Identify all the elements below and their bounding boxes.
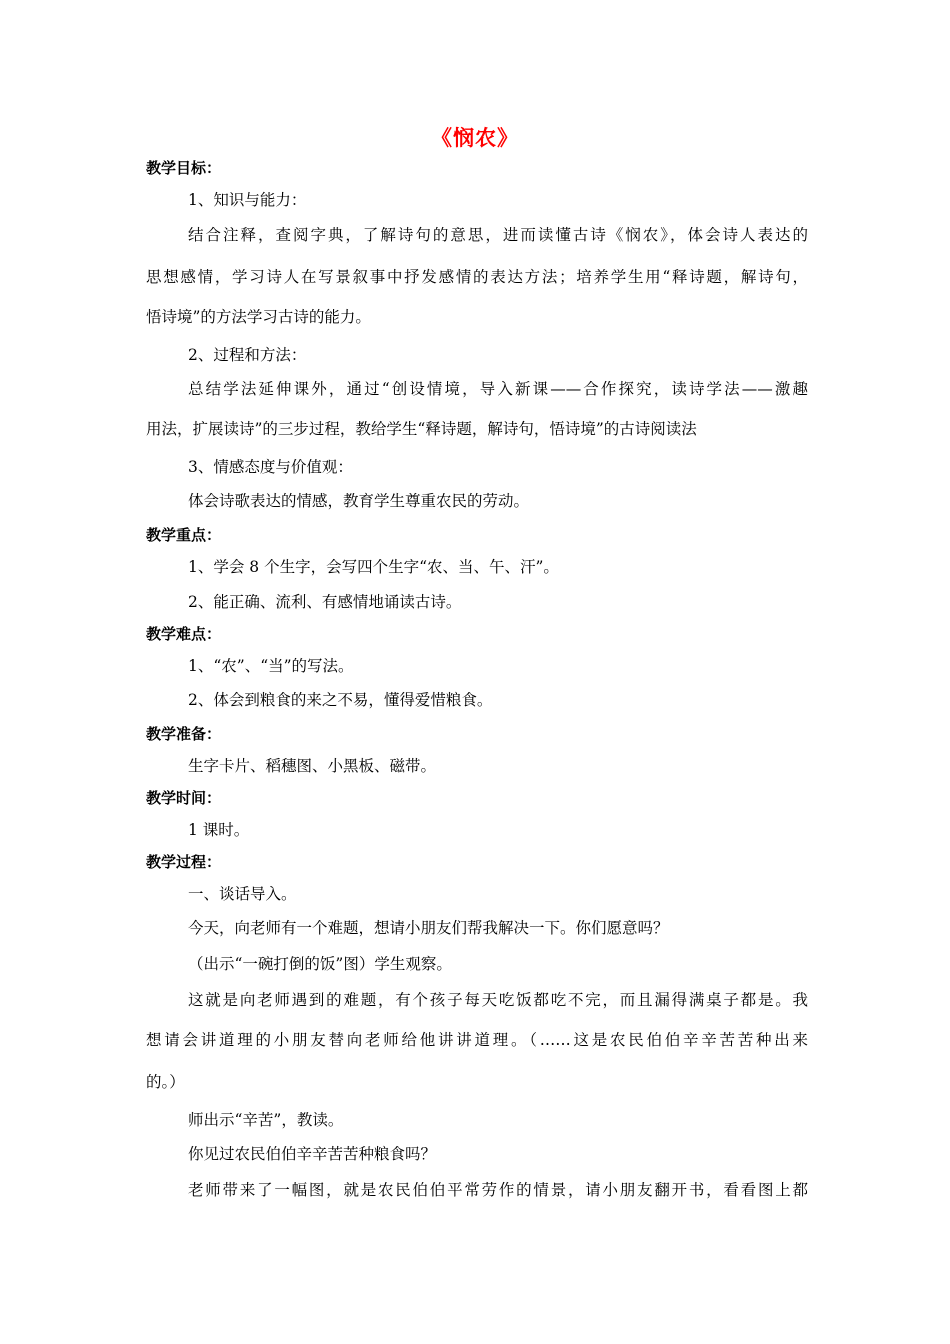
goal-3-title: 3、情感态度与价值观： (188, 458, 353, 476)
heading-teaching-goals: 教学目标： (146, 159, 222, 177)
heading-key-points: 教学重点： (146, 526, 222, 544)
process-paragraph-3-line-3: 的。） (146, 1073, 185, 1091)
goal-1-text-line-2: 思想感情，学习诗人在写景叙事中抒发感情的表达方法；培养学生用“释诗题，解诗句， (146, 268, 808, 286)
goal-2-title: 2、过程和方法： (188, 346, 307, 364)
difficulty-1: 1、“农”、“当”的写法。 (188, 657, 354, 675)
goal-1-title: 1、知识与能力： (188, 191, 307, 209)
key-point-2: 2、能正确、流利、有感情地诵读古诗。 (188, 593, 462, 611)
process-paragraph-3-line-1: 这就是向老师遇到的难题，有个孩子每天吃饭都吃不完，而且漏得满桌子都是。我 (188, 991, 808, 1009)
heading-teaching-process: 教学过程： (146, 853, 222, 871)
goal-1-text-line-1: 结合注释，查阅字典，了解诗句的意思，进而读懂古诗《悯农》，体会诗人表达的 (188, 226, 808, 244)
heading-teaching-time: 教学时间： (146, 789, 222, 807)
heading-preparation: 教学准备： (146, 725, 222, 743)
process-paragraph-1: 今天，向老师有一个难题，想请小朋友们帮我解决一下。你们愿意吗？ (188, 919, 669, 937)
goal-2-text-line-2: 用法，扩展读诗”的三步过程，教给学生“释诗题，解诗句，悟诗境”的古诗阅读法 (146, 420, 697, 438)
process-paragraph-3-line-2: 想请会讲道理的小朋友替向老师给他讲讲道理。（……这是农民伯伯辛辛苦苦种出来 (146, 1031, 808, 1049)
difficulty-2: 2、体会到粮食的来之不易，懂得爱惜粮食。 (188, 691, 493, 709)
key-point-1: 1、学会 8 个生字，会写四个生字“农、当、午、汗”。 (188, 558, 559, 576)
process-paragraph-6-line-1: 老师带来了一幅图，就是农民伯伯平常劳作的情景，请小朋友翻开书，看看图上都 (188, 1181, 808, 1199)
goal-3-text-line-1: 体会诗歌表达的情感，教育学生尊重农民的劳动。 (188, 492, 530, 510)
teaching-time-text: 1 课时。 (188, 821, 250, 839)
process-paragraph-5: 你见过农民伯伯辛辛苦苦种粮食吗？ (188, 1145, 437, 1163)
process-paragraph-4: 师出示“辛苦”，教读。 (188, 1111, 344, 1129)
preparation-text: 生字卡片、稻穗图、小黑板、磁带。 (188, 757, 437, 775)
goal-1-text-line-3: 悟诗境”的方法学习古诗的能力。 (146, 308, 371, 326)
goal-2-text-line-1: 总结学法延伸课外，通过“创设情境，导入新课——合作探究，读诗学法——激趣 (188, 380, 808, 398)
heading-difficulties: 教学难点： (146, 625, 222, 643)
process-paragraph-2: （出示“一碗打倒的饭”图）学生观察。 (188, 955, 452, 973)
document-title: 《悯农》 (431, 126, 519, 150)
process-step-1: 一、谈话导入。 (188, 885, 297, 903)
